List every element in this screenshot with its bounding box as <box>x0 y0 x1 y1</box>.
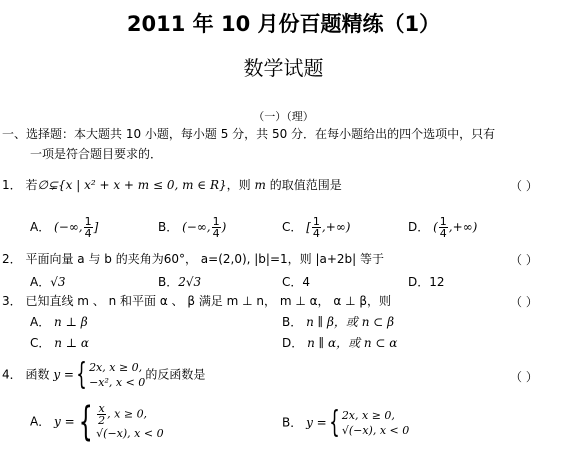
answer-paren-3: （ ） <box>510 295 538 309</box>
fraction-num: 1 <box>212 215 220 228</box>
option-value: 12 <box>429 275 445 289</box>
fraction-num: 1 <box>439 215 447 228</box>
fraction <box>439 216 448 239</box>
option-value: 2√3 <box>178 275 202 289</box>
q3-option-a[interactable] <box>30 314 88 330</box>
q2-option-b[interactable] <box>158 274 201 290</box>
fraction <box>212 216 221 239</box>
case-tail: , x ≥ 0, <box>107 407 148 421</box>
fraction <box>312 216 321 239</box>
q1-option-d[interactable] <box>408 216 477 239</box>
q3-option-c[interactable] <box>30 335 89 351</box>
question-text: 平面向量 a 与 b 的夹角为60°， a=(2,0), |b|=1，则 |a+2b| 等于 <box>25 252 385 266</box>
question-text: 已知直线 m 、 n 和平面 α 、 β 满足 m ⊥ n， m ⊥ α， α ⊥ β，则 <box>25 294 392 308</box>
option-label: C． <box>282 220 303 234</box>
question-text: 的反函数是 <box>145 367 206 382</box>
question-2-stem <box>2 251 384 267</box>
option-value: n ⊥ α <box>54 336 89 350</box>
fraction-num: 1 <box>84 215 92 228</box>
fraction-den: 4 <box>439 227 447 240</box>
function-name: y = <box>53 367 74 382</box>
question-1-stem <box>2 177 342 193</box>
case-line: √(−x), x < 0 <box>96 427 164 440</box>
left-brace-icon: { <box>78 399 93 445</box>
q3-option-d[interactable] <box>282 335 397 351</box>
option-label: D． <box>408 220 430 234</box>
option-label: B． <box>282 315 303 329</box>
q2-option-d[interactable] <box>408 274 445 290</box>
option-label: A． <box>30 220 51 234</box>
q4-option-b[interactable] <box>282 405 410 440</box>
question-number: 4． <box>2 367 22 382</box>
option-math: ( <box>433 220 438 234</box>
piecewise-cases <box>342 408 409 438</box>
fraction-num: x <box>98 402 105 415</box>
case-line: √(−x), x < 0 <box>341 424 410 437</box>
function-name: y = <box>54 414 75 429</box>
answer-paren-4: （ ） <box>510 370 538 384</box>
fraction <box>97 403 106 426</box>
question-number: 2． <box>2 252 22 266</box>
question-text: 的取值范围是 <box>269 178 342 192</box>
option-math: ,+∞) <box>448 220 478 234</box>
case-line: 2x, x ≥ 0, <box>341 409 395 422</box>
fraction-den: 4 <box>312 227 320 240</box>
case-line: 2x, x ≥ 0, <box>89 361 143 374</box>
q1-option-a[interactable] <box>30 216 98 239</box>
option-label: B． <box>158 220 179 234</box>
question-number: 3． <box>2 294 22 308</box>
option-math: ] <box>93 220 99 234</box>
option-math: [ <box>306 220 311 234</box>
option-label: C． <box>282 275 303 289</box>
option-label: D． <box>282 336 304 350</box>
fraction <box>84 216 93 239</box>
option-math: ,+∞) <box>321 220 351 234</box>
fraction-den: 4 <box>212 227 220 240</box>
q4-option-a[interactable] <box>30 399 164 445</box>
q3-option-b[interactable] <box>282 314 394 330</box>
case-line: −x², x < 0 <box>89 376 146 389</box>
fraction-num: 1 <box>312 215 320 228</box>
question-text: 函数 <box>25 367 50 382</box>
option-label: C． <box>30 336 51 350</box>
page-subtitle: 数学试题 <box>243 56 324 80</box>
option-value: 4 <box>302 275 311 289</box>
question-3-stem <box>2 293 391 309</box>
question-4-stem <box>2 357 206 392</box>
option-label: B． <box>158 275 179 289</box>
fraction-den: 4 <box>84 227 92 240</box>
option-value: n ⊥ β <box>54 315 88 329</box>
question-number: 1． <box>2 178 22 192</box>
option-label: A． <box>30 414 51 429</box>
page-title: 2011 年 10 月份百题精练（1） <box>126 12 441 36</box>
left-brace-icon: { <box>329 405 340 440</box>
instructions-line-1: 一、选择题：本大题共 10 小题，每小题 5 分，共 50 分．在每小题给出的四个选项中，只有 <box>2 127 496 141</box>
option-value: √3 <box>50 275 66 289</box>
instructions-line-2: 一项是符合题目要求的． <box>30 147 163 161</box>
option-label: A． <box>30 315 51 329</box>
q2-option-a[interactable] <box>30 274 66 290</box>
option-value: n ∥ β，或 n ⊂ β <box>306 315 395 329</box>
option-math: (−∞, <box>182 220 211 234</box>
q1-option-c[interactable] <box>282 216 350 239</box>
option-math: ) <box>221 220 227 234</box>
section-label: （一）（理） <box>253 110 314 123</box>
math-set: ∅⊊{x | x² + x + m ≤ 0, m ∈ R} <box>37 178 227 192</box>
answer-paren-2: （ ） <box>510 253 538 267</box>
left-brace-icon: { <box>76 357 87 392</box>
question-text: ，则 <box>226 178 251 192</box>
option-label: A． <box>30 275 51 289</box>
option-math: (−∞, <box>54 220 83 234</box>
option-label: D． <box>408 275 430 289</box>
piecewise-cases <box>96 403 163 441</box>
piecewise-cases <box>89 360 145 390</box>
case-line <box>96 403 163 426</box>
math-var: m <box>254 178 266 192</box>
fraction-den: 2 <box>98 414 106 427</box>
q2-option-c[interactable] <box>282 274 310 290</box>
option-label: B． <box>282 415 303 430</box>
function-name: y = <box>306 415 327 430</box>
answer-paren-1: （ ） <box>510 179 538 193</box>
q1-option-b[interactable] <box>158 216 226 239</box>
option-value: n ∥ α，或 n ⊂ α <box>307 336 398 350</box>
question-text: 若 <box>25 178 38 192</box>
